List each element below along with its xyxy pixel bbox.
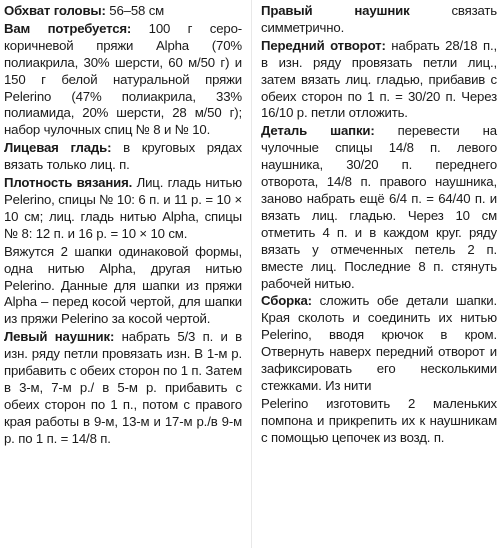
paragraph-heading: Вам потребуется: — [4, 20, 132, 36]
paragraph-left-earflap — [4, 329, 242, 447]
paragraph-stockinette — [4, 140, 242, 174]
paragraph-heading: Сборка: — [261, 293, 312, 309]
paragraph-heading: Правый наушник — [261, 3, 410, 18]
paragraph-assembly — [261, 293, 497, 394]
paragraph-text: 56–58 см — [105, 3, 165, 18]
paragraph-text: набрать 28/18 п., в изн. ряду провязать петли лиц., затем вязать лиц. гладью, прибавив с обеих сторон по 1 п. = 30/20 п. Через 16/10 р. петли отложить. — [261, 37, 497, 121]
paragraph-text: перевести на чулочные спицы 14/8 п. левого наушника, 30/20 п. переднего отворота, 14/8 п. правого наушника, заново набрать ещё 6/4 п. = 64/40 п. и вязать лиц. гладью. Через 10 см отметить 4 п. и в каждом круг. ряду вязать у отмеченных петель 2 п. вместе лиц. Последние 8 п. стянуть рабочей нитью. — [261, 123, 497, 291]
paragraph-head-size — [4, 3, 242, 20]
paragraph-heading: Лицевая гладь: — [4, 140, 112, 156]
paragraph-text: 100 г серо-коричневой пряжи Alpha (70% полиакрила, 30% шерсти, 60 м/50 г) и 150 г белой натуральной пряжи Pelerino (47% полиакрила, 33% полиамида, 20% шерсти, 28 м/50 г); набор чулочных спиц № 8 и № 10. — [4, 20, 242, 138]
paragraph-pompoms — [261, 396, 497, 447]
paragraph-text: сложить обе детали шапки. Края сколоть и соединить их нитью Pelerino, вводя крючок в кром. Отвернуть наверх передний отворот и зафиксировать его несколькими стежками. Из нити — [261, 293, 497, 393]
paragraph-right-earflap — [261, 3, 497, 37]
paragraph-text: связать симметрично. — [261, 3, 497, 35]
paragraph-text: в круговых рядах вязать только лиц. п. — [4, 140, 242, 173]
paragraph-text: набрать 5/3 п. и в изн. ряду петли провязать изн. В 1-м р. прибавить с обеих сторон по 1 п. Затем в 3-м, 7-м р./ в 5-м р. прибавить с обеих сторон по 1 п., потом с правого края работы в 9-м, 13-м и 17-м р./в 9-м р. по 1 п. = 14/8 п. — [4, 329, 242, 446]
paragraph-heading: Деталь шапки: — [261, 123, 375, 139]
left-column — [4, 3, 242, 448]
paragraph-heading: Левый наушник: — [4, 329, 115, 345]
paragraph-gauge — [4, 175, 242, 243]
paragraph-hat-body — [261, 123, 497, 292]
right-column — [261, 3, 497, 447]
column-divider — [251, 0, 252, 548]
paragraph-text: Pelerino изготовить 2 маленьких помпона и прикрепить их к наушникам с помощью цепочек из возд. п. — [261, 395, 497, 445]
paragraph-text: Вяжутся 2 шапки одинаковой формы, одна нитью Alpha, другая нитью Pelerino. Данные для шапки из пряжи Alpha – перед косой чертой, для шапки из пряжи Pelerino за косой чертой. — [4, 243, 242, 327]
paragraph-text: Лиц. гладь нитью Pelerino, спицы № 10: 6 п. и 11 р. = 10 × 10 см; лиц. гладь нитью Alpha, спицы № 8: 12 п. и 16 р. = 10 × 10 см. — [4, 175, 242, 241]
paragraph-front-brim — [261, 38, 497, 123]
paragraph-heading: Обхват головы: — [4, 3, 106, 18]
paragraph-heading: Плотность вязания. — [4, 175, 133, 191]
paragraph-note — [4, 244, 242, 329]
paragraph-heading: Передний отворот: — [261, 37, 386, 53]
paragraph-materials — [4, 21, 242, 139]
